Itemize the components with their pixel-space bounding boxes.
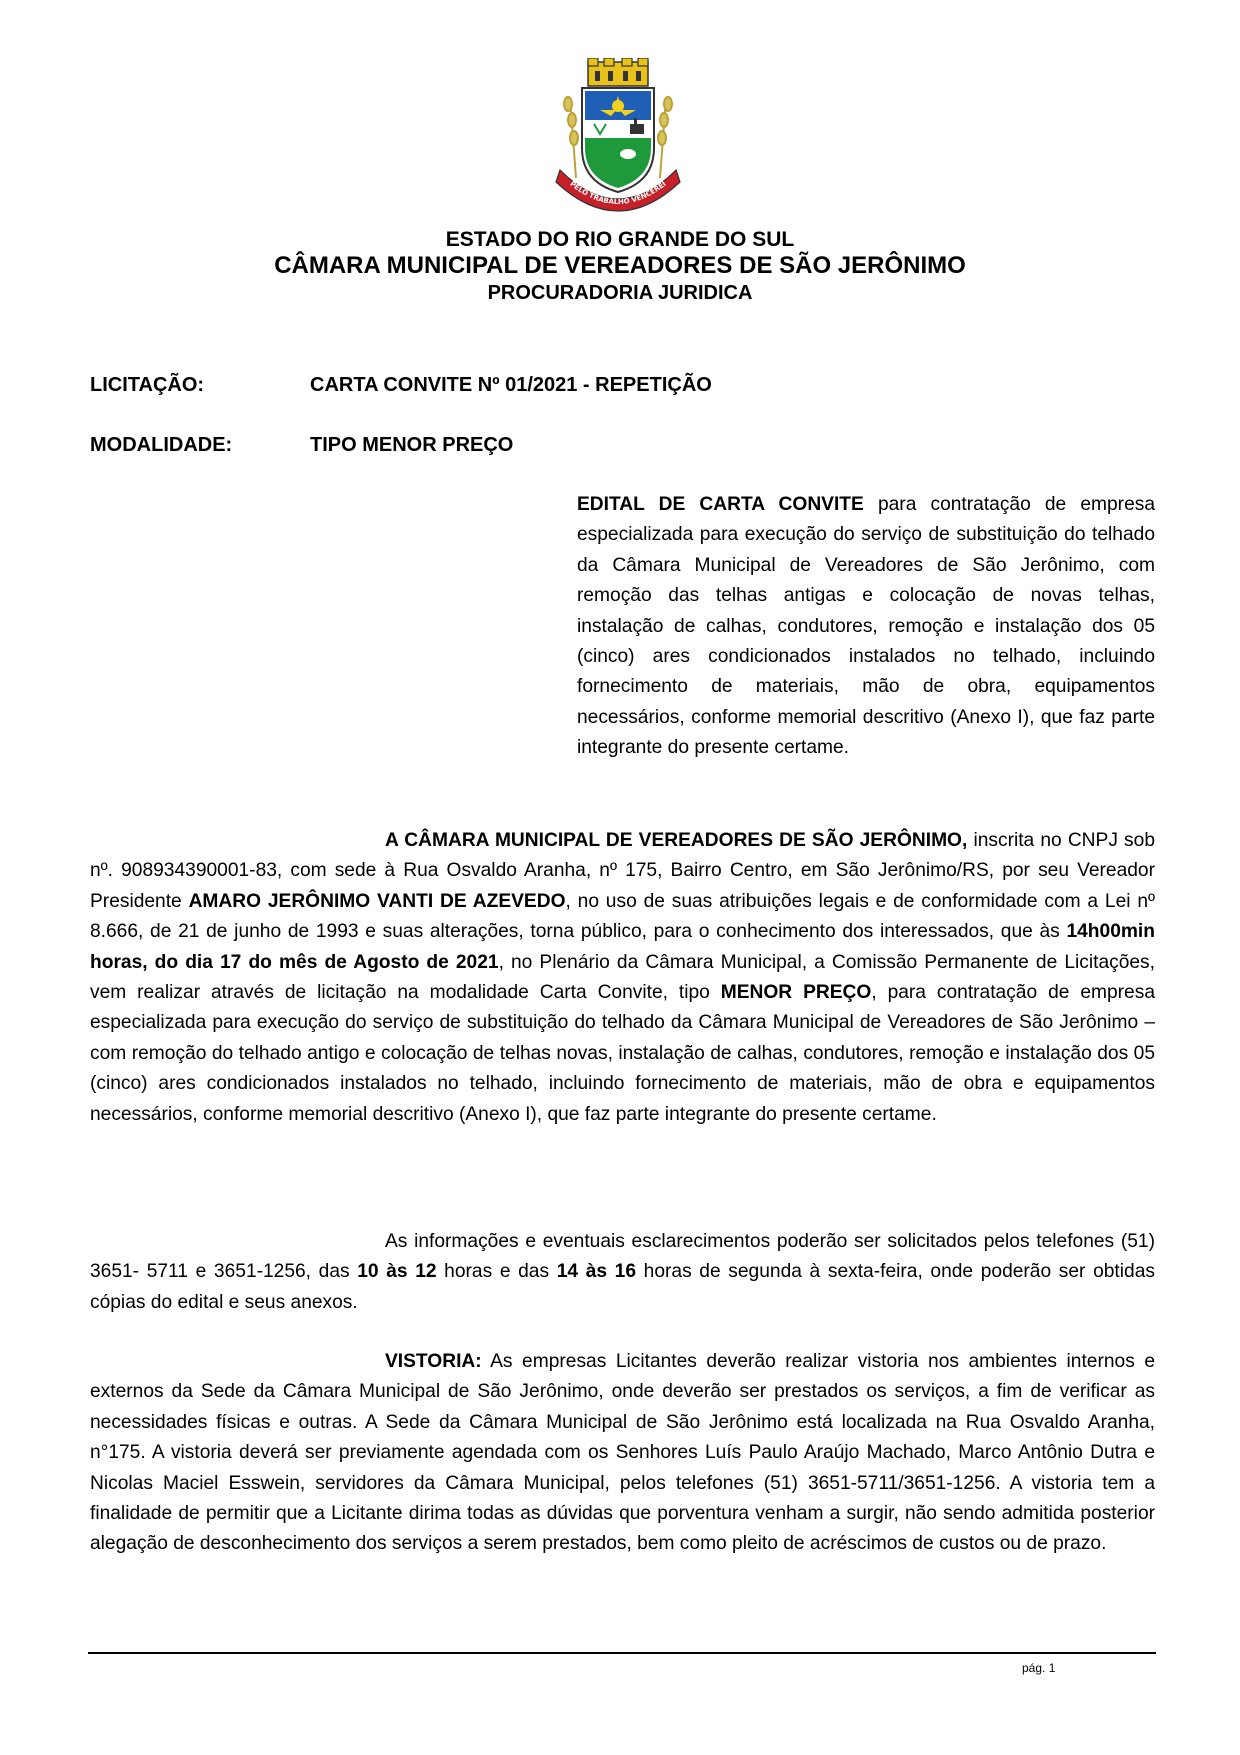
page-number: pág. 1 (1022, 1661, 1056, 1675)
p1-president-name: AMARO JERÔNIMO VANTI DE AZEVEDO (188, 890, 566, 912)
p2-text-a: As informações e eventuais esclarecimentos poderão ser solicitados pelos telefones (51) 3651- 5711 e 3651-1256, das (90, 1231, 1155, 1283)
modalidade-value: TIPO MENOR PREÇO (310, 434, 514, 456)
p1-type: MENOR PREÇO (720, 982, 872, 1004)
p2-morning-hours: 10 às 12 (357, 1261, 437, 1283)
p2-afternoon-hours: 14 às 16 (556, 1261, 637, 1283)
municipal-coat-of-arms (548, 58, 688, 213)
header-department-name: PROCURADORIA JURIDICA (487, 282, 753, 304)
p1-date-time: 14h00min horas, do dia 17 do mês de Agosto de 2021 (90, 921, 1155, 973)
p1-text-a: inscrita no CNPJ sob nº. 908934390001-83, com sede à Rua Osvaldo Aranha, nº 175, Bairro Centro, em São Jerônimo/RS, por seu Vereador Presidente (90, 830, 1155, 912)
shield (582, 88, 654, 192)
header-state-name: ESTADO DO RIO GRANDE DO SUL (445, 228, 795, 251)
crown (588, 58, 648, 86)
p2-text-c: horas de segunda à sexta-feira, onde poderão ser obtidas cópias do edital e seus anexos. (90, 1261, 1155, 1313)
paragraph-vistoria (90, 1347, 1155, 1560)
p2-text-b: horas e das (436, 1261, 557, 1283)
modalidade-label: MODALIDADE: (90, 434, 233, 456)
paragraph-information (90, 1227, 1155, 1318)
crest-motto-text: PELO TRABALHO VENCEREI (568, 179, 668, 207)
ementa-body: para contratação de empresa especializada para execução do serviço de substituição do telhado da Câmara Municipal de Vereadores de São Jerônimo, com remoção das telhas antigas e colocação de novas telhas, instalação de calhas, condutores, remoção e instalação dos 05 (cinco) ares condicionados instalados no telhado, incluindo fornecimento de materiais, mão de obra, equipamentos necessários, conforme memorial descritivo (Anexo I), que faz parte integrante do presente certame. (577, 494, 1155, 759)
ementa-summary (577, 490, 1155, 764)
p1-text-b: , no uso de suas atribuições legais e de conformidade com a Lei nº 8.666, de 21 de junho de 1993 e suas alterações, torna público, para o conhecimento dos interessados, que às (90, 890, 1156, 943)
p3-heading: VISTORIA: (385, 1351, 482, 1372)
header-institution-name: CÂMARA MUNICIPAL DE VEREADORES DE SÃO JERÔNIMO (274, 252, 966, 279)
p3-text: As empresas Licitantes deverão realizar vistoria nos ambientes internos e externos da Sede da Câmara Municipal de São Jerônimo, onde deverão ser prestados os serviços, a fim de verificar as necessidades físicas e outras. A Sede da Câmara Municipal de São Jerônimo está localizada na Rua Osvaldo Aranha, n°175. A vistoria deverá ser previamente agendada com os Senhores Luís Paulo Araújo Machado, Marco Antônio Dutra e Nicolas Maciel Esswein, servidores da Câmara Municipal, pelos telefones (51) 3651-5711/3651-1256. A vistoria tem a finalidade de permitir que a Licitante dirima todas as dúvidas que porventura venham a surgir, não sendo admitida posterior alegação de desconhecimento dos serviços a serem prestados, bem como pleito de acréscimos de custos ou de prazo. (90, 1351, 1155, 1555)
p1-text-d: , para contratação de empresa especializada para execução do serviço de substituição do telhado da Câmara Municipal de Vereadores de São Jerônimo – com remoção do telhado antigo e colocação de telhas novas, instalação de calhas, condutores, remoção e instalação dos 05 (cinco) ares condicionados instalados no telhado, incluindo fornecimento de materiais, mão de obra e equipamentos necessários, conforme memorial descritivo (Anexo I), que faz parte integrante do presente certame. (90, 982, 1155, 1125)
p1-institution: A CÂMARA MUNICIPAL DE VEREADORES DE SÃO JERÔNIMO, (385, 830, 968, 851)
ementa-lead: EDITAL DE CARTA CONVITE (577, 494, 864, 515)
p1-text-c: , no Plenário da Câmara Municipal, a Comissão Permanente de Licitações, vem realizar através de licitação na modalidade Carta Convite, tipo (90, 951, 1155, 1004)
footer-divider (88, 1652, 1156, 1654)
licitacao-label: LICITAÇÃO: (90, 374, 205, 396)
licitacao-value: CARTA CONVITE Nº 01/2021 - REPETIÇÃO (310, 374, 712, 396)
paragraph-announcement (90, 826, 1155, 1130)
